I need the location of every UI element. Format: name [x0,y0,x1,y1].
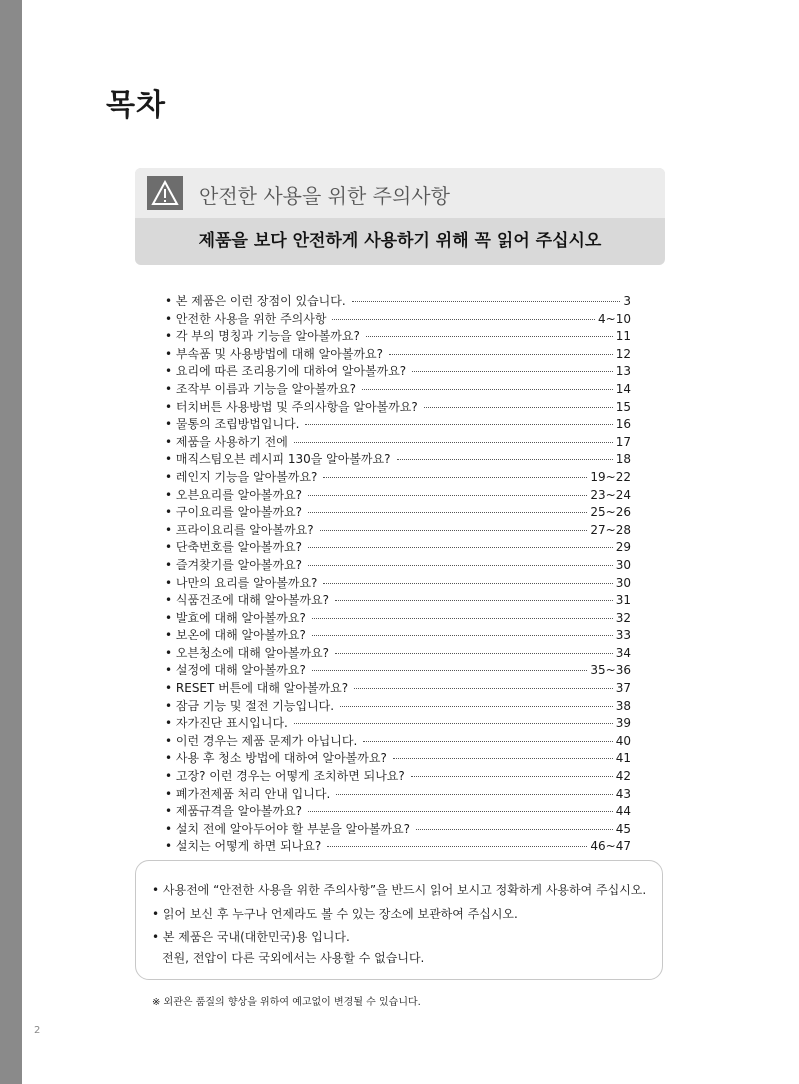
toc-entry[interactable] [165,626,631,644]
toc-page: 19~22 [590,469,631,484]
toc-leader-dots [332,319,595,320]
toc-entry[interactable] [165,398,631,416]
toc-leader-dots [308,495,587,496]
toc-leader-dots [340,706,613,707]
toc-label: • 설정에 대해 알아볼까요? [165,663,306,678]
toc-leader-dots [294,442,613,443]
footnote: ※ 외관은 품질의 향상을 위하여 예고없이 변경될 수 있습니다. [152,997,421,1008]
toc-leader-dots [354,688,613,689]
toc-label: • 프라이요리를 알아볼까요? [165,522,314,537]
toc-entry[interactable] [165,362,631,380]
toc-leader-dots [320,530,588,531]
toc-leader-dots [412,371,613,372]
toc-page: 37 [615,681,631,696]
toc-leader-dots [397,459,613,460]
toc-label: • 폐가전제품 처리 안내 입니다. [165,786,331,801]
toc-label: • 터치버튼 사용방법 및 주의사항을 알아볼까요? [165,399,418,414]
toc-label: • 즐겨찾기를 알아볼까요? [165,557,302,572]
toc-leader-dots [352,301,621,302]
notice-line: • 본 제품은 국내(대한민국)용 입니다. [152,930,350,944]
toc-entry[interactable] [165,661,631,679]
toc-page: 44 [615,804,631,819]
toc-entry[interactable] [165,415,631,433]
toc-page: 35~36 [590,663,631,678]
toc-entry[interactable] [165,292,631,310]
toc-leader-dots [312,635,613,636]
toc-entry[interactable] [165,538,631,556]
toc-page: 46~47 [590,839,631,854]
toc-entry[interactable] [165,556,631,574]
toc-page: 45 [615,821,631,836]
toc-leader-dots [308,512,587,513]
toc-page: 30 [615,557,631,572]
toc-leader-dots [308,565,613,566]
toc-label: • 제품을 사용하기 전에 [165,434,288,449]
toc-entry[interactable] [165,749,631,767]
toc-entry[interactable] [165,837,631,855]
toc-label: • 발효에 대해 알아볼까요? [165,610,306,625]
toc-label: • 제품규격을 알아볼까요? [165,804,302,819]
toc-label: • 매직스팀오븐 레시피 130을 알아볼까요? [165,452,391,467]
safety-banner [135,168,665,265]
side-bar [0,0,22,1084]
toc-page: 42 [615,769,631,784]
toc-label: • 보온에 대해 알아볼까요? [165,628,306,643]
toc-leader-dots [305,424,612,425]
toc-page: 32 [615,610,631,625]
notice-line: 전원, 전압이 다른 국외에서는 사용할 수 없습니다. [162,951,425,965]
toc-leader-dots [323,583,612,584]
toc-page: 14 [615,381,631,396]
toc-leader-dots [389,354,613,355]
toc-label: • 식품건조에 대해 알아볼까요? [165,593,329,608]
toc-label: • 물통의 조립방법입니다. [165,417,300,432]
toc-label: • 조작부 이름과 기능을 알아볼까요? [165,381,356,396]
toc-label: • 본 제품은 이런 장점이 있습니다. [165,294,346,308]
toc-entry[interactable] [165,697,631,715]
page-number: 2 [34,1025,41,1036]
toc-page: 11 [615,329,631,344]
warning-icon [147,176,183,210]
toc-leader-dots [327,846,587,847]
page-title: 목차 [106,88,166,123]
toc-entry[interactable] [165,345,631,363]
toc-label: • 사용 후 청소 방법에 대하여 알아볼까요? [165,751,387,766]
toc-leader-dots [335,653,613,654]
toc-entry[interactable] [165,450,631,468]
toc-page: 40 [615,733,631,748]
toc-entry[interactable] [165,591,631,609]
safety-header [135,168,665,218]
toc-page: 3 [623,294,631,308]
toc-label: • 구이요리를 알아볼까요? [165,505,302,520]
toc-label: • 고장? 이런 경우는 어떻게 조치하면 되나요? [165,769,405,784]
toc-label: • 이런 경우는 제품 문제가 아닙니다. [165,733,358,748]
toc-label: • 오븐청소에 대해 알아볼까요? [165,645,329,660]
toc-label: • 부속품 및 사용방법에 대해 알아볼까요? [165,346,383,361]
toc-entry[interactable] [165,310,631,328]
toc-page: 16 [615,417,631,432]
toc-entry[interactable] [165,468,631,486]
toc-page: 23~24 [590,487,631,502]
toc-entry[interactable] [165,503,631,521]
toc-page: 39 [615,716,631,731]
toc-page: 30 [615,575,631,590]
toc-leader-dots [424,407,613,408]
toc-page: 17 [615,434,631,449]
toc-entry[interactable] [165,679,631,697]
toc-page: 29 [615,540,631,555]
toc-leader-dots [411,776,613,777]
toc-leader-dots [416,829,613,830]
toc-leader-dots [362,389,613,390]
toc-label: • 각 부의 명칭과 기능을 알아볼까요? [165,329,360,344]
toc-page: 25~26 [590,505,631,520]
toc-leader-dots [323,477,587,478]
toc-entry[interactable] [165,380,631,398]
toc-leader-dots [308,811,613,812]
toc-page: 33 [615,628,631,643]
toc-leader-dots [366,336,613,337]
toc-page: 31 [615,593,631,608]
toc-entry[interactable] [165,802,631,820]
toc-leader-dots [393,758,613,759]
toc-leader-dots [335,600,613,601]
toc-page: 27~28 [590,522,631,537]
toc-label: • 설치는 어떻게 하면 되나요? [165,839,322,854]
toc-entry[interactable] [165,714,631,732]
toc-label: • 단축번호를 알아볼까요? [165,540,302,555]
toc-entry[interactable] [165,521,631,539]
toc-leader-dots [312,670,588,671]
toc-label: • 안전한 사용을 위한 주의사항 [165,311,327,326]
notice-box [135,860,663,980]
toc-label: • RESET 버튼에 대해 알아볼까요? [165,681,349,696]
toc-page: 34 [615,645,631,660]
toc-leader-dots [336,794,612,795]
toc-leader-dots [294,723,613,724]
notice-line: • 사용전에 “안전한 사용을 위한 주의사항”을 반드시 읽어 보시고 정확하게 사용하여 주십시오. [152,883,647,897]
toc-label: • 오븐요리를 알아볼까요? [165,487,302,502]
toc-entry[interactable] [165,732,631,750]
toc-label: • 잠금 기능 및 절전 기능입니다. [165,698,335,713]
toc-page: 41 [615,751,631,766]
safety-subtitle: 제품을 보다 안전하게 사용하기 위해 꼭 읽어 주십시오 [198,231,602,251]
toc-page: 18 [615,452,631,467]
toc-page: 38 [615,698,631,713]
toc-label: • 설치 전에 알아두어야 할 부분을 알아볼까요? [165,821,410,836]
toc-entry[interactable] [165,609,631,627]
toc-leader-dots [308,547,613,548]
toc-leader-dots [363,741,612,742]
toc-leader-dots [312,618,613,619]
table-of-contents [165,292,631,855]
toc-entry[interactable] [165,820,631,838]
toc-entry[interactable] [165,433,631,451]
toc-entry[interactable] [165,327,631,345]
toc-label: • 요리에 따른 조리용기에 대하여 알아볼까요? [165,364,407,379]
toc-page: 43 [615,786,631,801]
toc-page: 4~10 [598,311,631,326]
toc-label: • 나만의 요리를 알아볼까요? [165,575,318,590]
toc-page: 13 [615,364,631,379]
toc-entry[interactable] [165,644,631,662]
toc-entry[interactable] [165,767,631,785]
toc-label: • 레인지 기능을 알아볼까요? [165,469,318,484]
toc-entry[interactable] [165,574,631,592]
toc-entry[interactable] [165,486,631,504]
toc-entry[interactable] [165,785,631,803]
toc-page: 12 [615,346,631,361]
safety-title: 안전한 사용을 위한 주의사항 [199,184,450,208]
toc-page: 15 [615,399,631,414]
notice-line: • 읽어 보신 후 누구나 언제라도 볼 수 있는 장소에 보관하여 주십시오. [152,907,518,921]
toc-label: • 자가진단 표시입니다. [165,716,288,731]
